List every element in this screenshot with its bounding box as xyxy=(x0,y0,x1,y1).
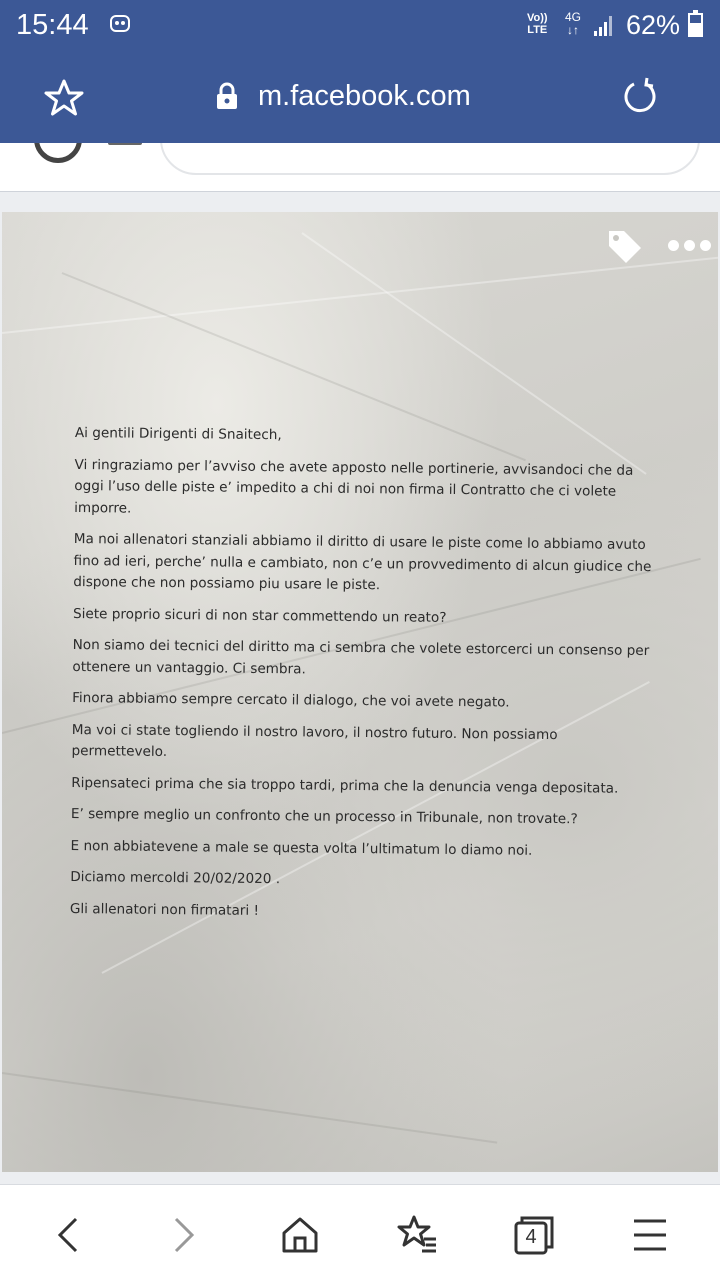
post-header-partial xyxy=(0,143,720,192)
signal-icon xyxy=(594,14,616,36)
letter-text xyxy=(70,423,655,936)
status-bar xyxy=(0,0,720,50)
data-arrows-icon: ↓↑ xyxy=(567,23,579,37)
home-icon[interactable] xyxy=(278,1213,322,1257)
tabs-count: 4 xyxy=(525,1226,537,1248)
more-options-icon[interactable] xyxy=(668,240,712,252)
menu-icon[interactable] xyxy=(628,1213,672,1257)
browser-header xyxy=(0,0,720,143)
volte-label: Vo)) xyxy=(527,12,548,24)
notification-icon xyxy=(110,15,130,32)
letter-paragraph: E non abbiatevene a male se questa volta l’ultimatum lo diamo noi. xyxy=(70,837,533,859)
url-bar xyxy=(0,50,720,143)
letter-paragraph: Non siamo dei tecnici del diritto ma ci sembra che volete estorcerci un consenso per ottenere un vantaggio. Ci sembra. xyxy=(72,636,650,677)
header-icon xyxy=(108,143,142,145)
battery-icon xyxy=(688,13,703,37)
letter-paragraph: Ma noi allenatori stanziali abbiamo il diritto di usare le piste come lo abbiamo avuto fino ad ieri, perche’ nulla e cambiato, non c’e un provvedimento di alcun giudice che dispone che non possiamo piu usare le piste. xyxy=(73,530,652,594)
post-photo[interactable] xyxy=(2,212,718,1172)
avatar xyxy=(34,143,82,163)
network-type: 4G xyxy=(565,10,582,24)
reload-icon[interactable] xyxy=(620,76,660,116)
url-text[interactable]: m.facebook.com xyxy=(258,80,471,112)
letter-signature: Gli allenatori non firmatari ! xyxy=(69,900,260,919)
letter-paragraph: Vi ringraziamo per l’avviso che avete apposto nelle portinerie, avvisandoci che da oggi l’uso delle piste e’ impedito a chi di noi non firma il Contratto che ci volete imporre. xyxy=(74,456,634,517)
bookmark-star-icon[interactable] xyxy=(44,78,84,118)
letter-paragraph: E’ sempre meglio un confronto che un processo in Tribunale, non trovate.? xyxy=(70,805,578,828)
letter-paragraph: Ripensateci prima che sia troppo tardi, prima che la denuncia venga depositata. xyxy=(71,774,619,797)
letter-paragraph: Diciamo mercoldi 20/02/2020 . xyxy=(70,868,281,888)
letter-paragraph: Siete proprio sicuri di non star commettendo un reato? xyxy=(72,605,447,626)
letter-paragraph: Finora abbiamo sempre cercato il dialogo, che voi avete negato. xyxy=(72,689,510,711)
bookmarks-icon[interactable] xyxy=(396,1213,440,1257)
tabs-button[interactable] xyxy=(512,1213,556,1257)
status-time: 15:44 xyxy=(16,9,89,41)
network-indicator xyxy=(565,11,581,37)
volte-indicator xyxy=(527,12,548,36)
comment-field-partial[interactable] xyxy=(160,143,700,175)
forward-icon[interactable] xyxy=(162,1213,206,1257)
battery-percent: 62% xyxy=(626,10,681,40)
tag-icon[interactable] xyxy=(606,228,644,266)
browser-bottom-nav xyxy=(0,1184,720,1281)
lte-label: LTE xyxy=(527,24,548,36)
letter-greeting: Ai gentili Dirigenti di Snaitech, xyxy=(74,424,282,444)
letter-paragraph: Ma voi ci state togliendo il nostro lavoro, il nostro futuro. Non possiamo permettevelo. xyxy=(71,721,558,760)
back-icon[interactable] xyxy=(46,1213,90,1257)
lock-icon xyxy=(216,82,238,110)
